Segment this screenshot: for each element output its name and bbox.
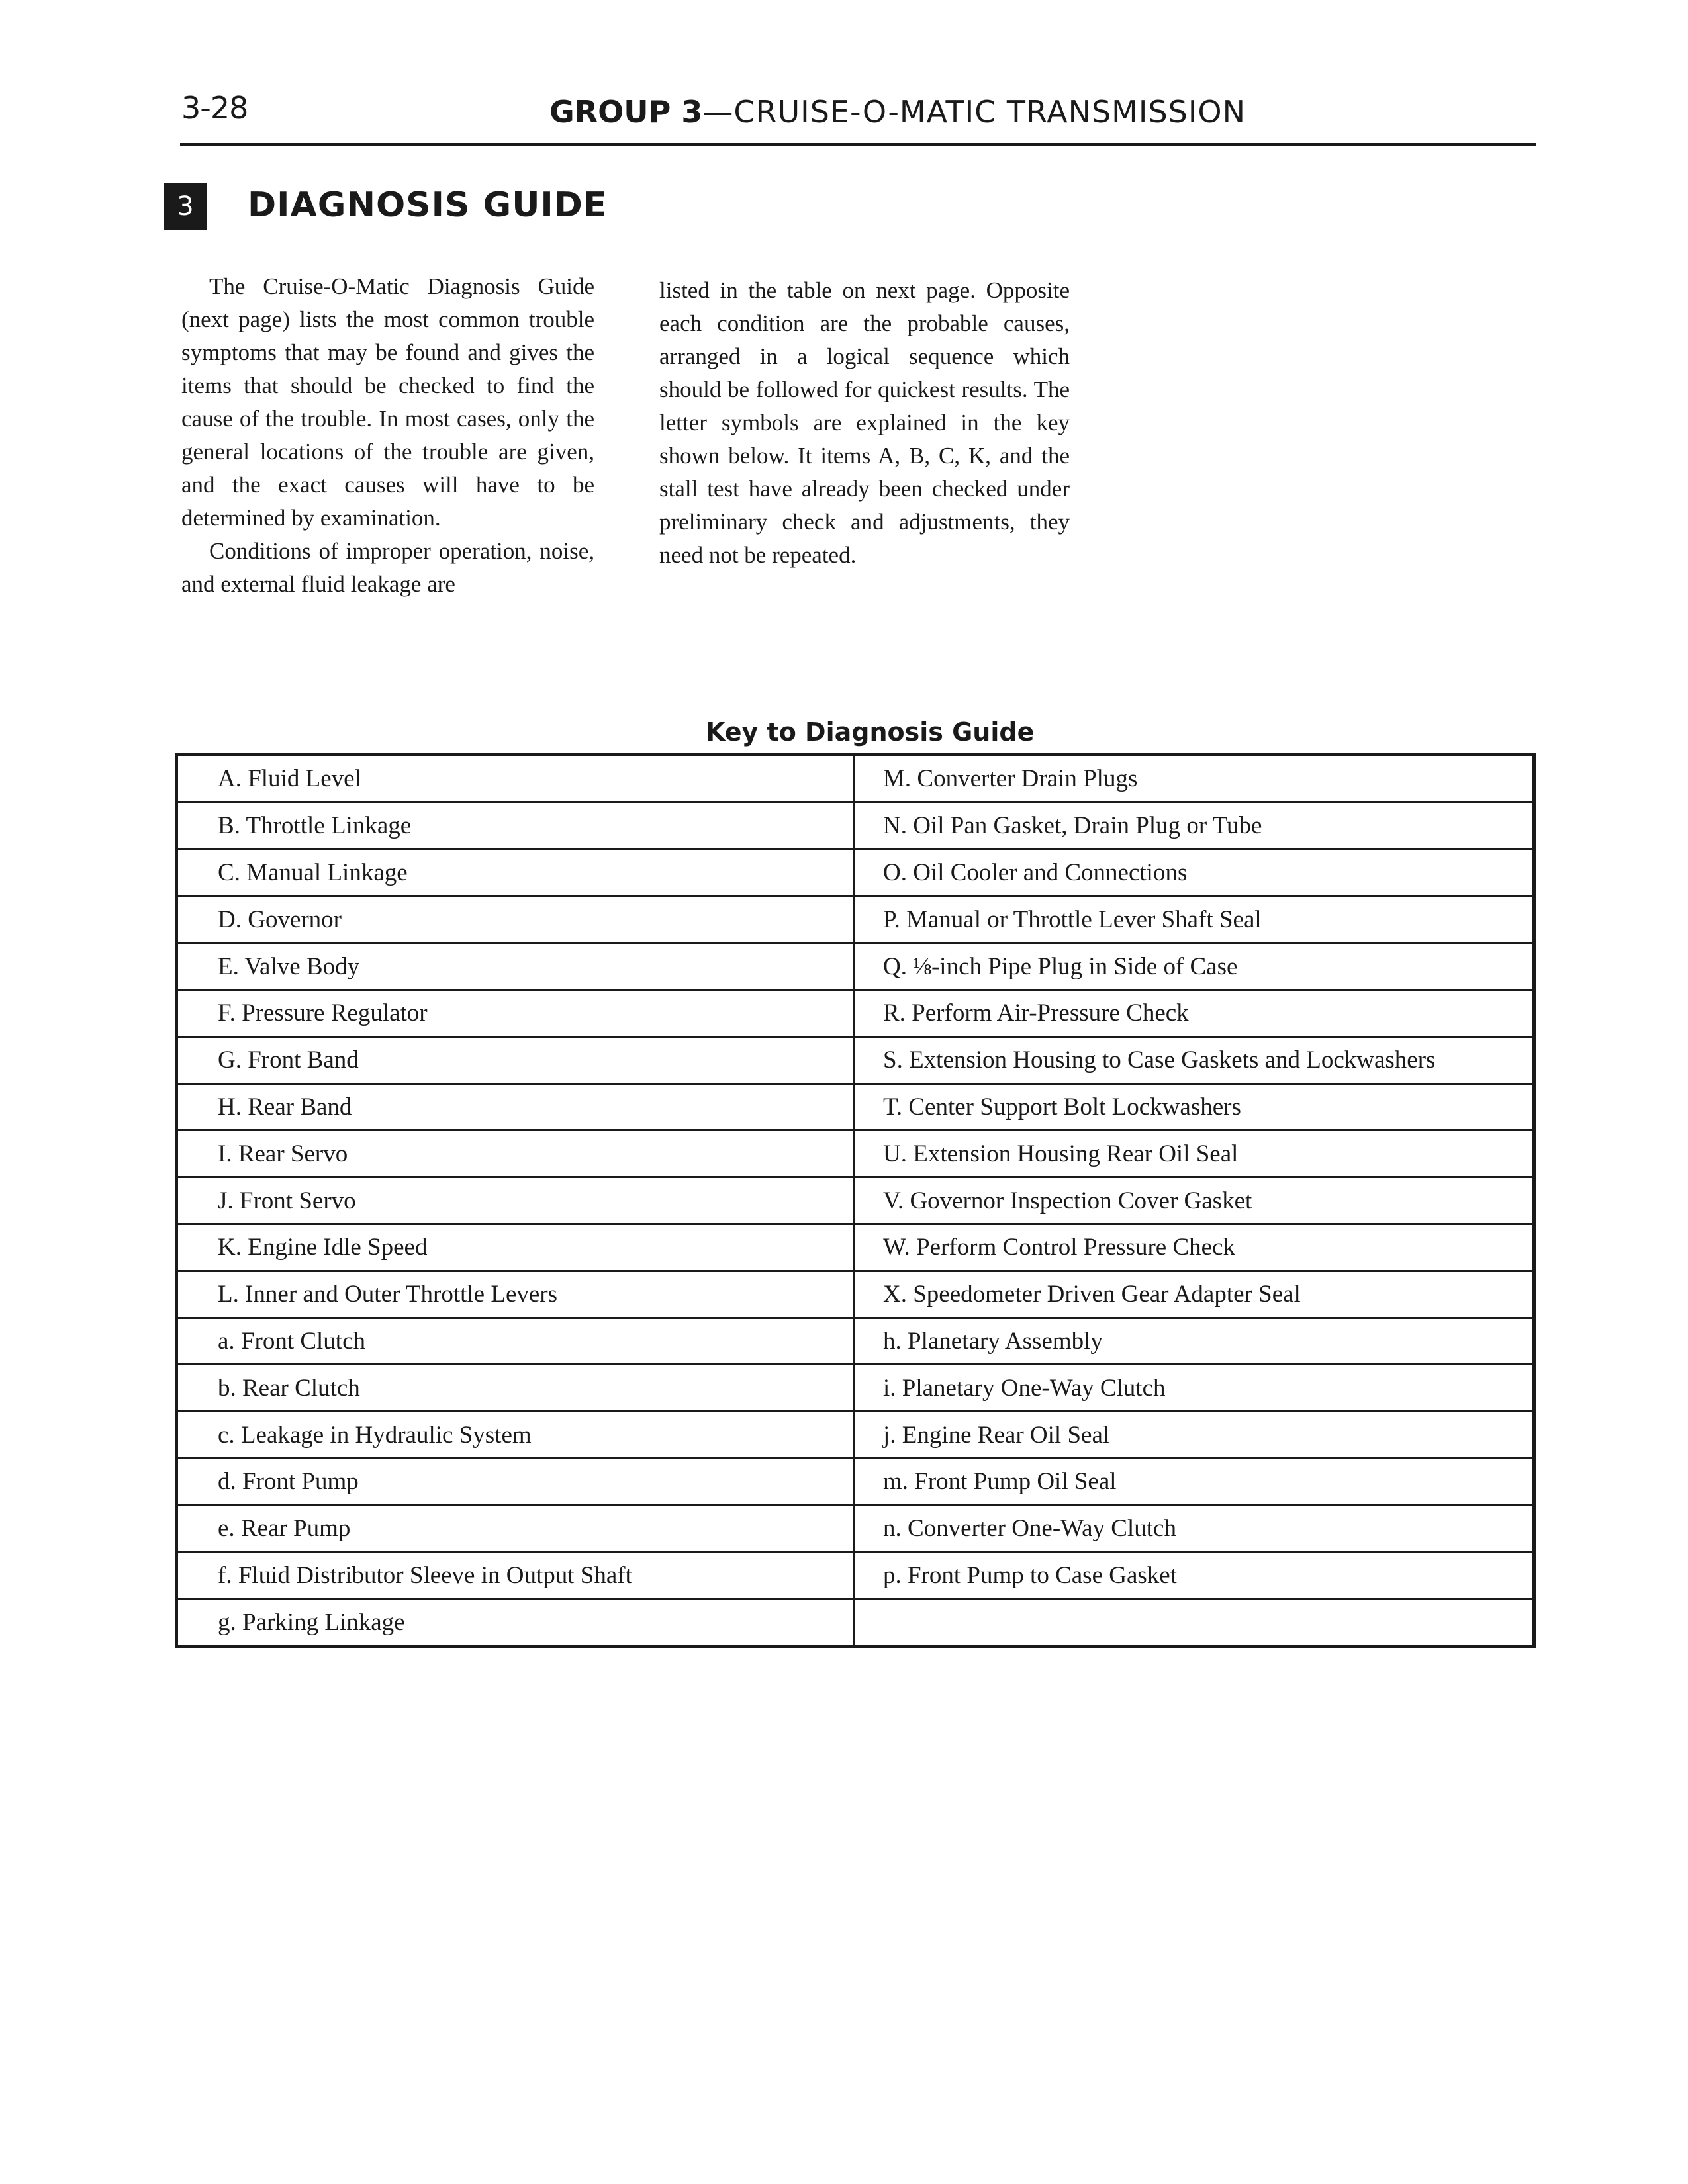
key-row: I. Rear Servo xyxy=(178,1131,853,1178)
key-row: d. Front Pump xyxy=(178,1459,853,1506)
section-title: DIAGNOSIS GUIDE xyxy=(248,185,608,225)
chapter-title: —CRUISE-O-MATIC TRANSMISSION xyxy=(702,94,1246,130)
key-row: e. Rear Pump xyxy=(178,1506,853,1553)
key-row: M. Converter Drain Plugs xyxy=(855,756,1532,803)
key-row: Q. ⅛-inch Pipe Plug in Side of Case xyxy=(855,944,1532,991)
running-title xyxy=(549,94,1246,130)
key-row: m. Front Pump Oil Seal xyxy=(855,1459,1532,1506)
key-column-left xyxy=(178,756,855,1645)
body-column-right xyxy=(659,274,1070,572)
key-row: O. Oil Cooler and Connections xyxy=(855,850,1532,897)
key-row: A. Fluid Level xyxy=(178,756,853,803)
key-row: b. Rear Clutch xyxy=(178,1365,853,1412)
key-row: a. Front Clutch xyxy=(178,1319,853,1366)
key-row: W. Perform Control Pressure Check xyxy=(855,1225,1532,1272)
body-column-left xyxy=(181,270,594,601)
key-row: G. Front Band xyxy=(178,1038,853,1085)
key-row: T. Center Support Bolt Lockwashers xyxy=(855,1085,1532,1132)
page-header xyxy=(180,90,1536,146)
key-row: j. Engine Rear Oil Seal xyxy=(855,1412,1532,1459)
key-row: P. Manual or Throttle Lever Shaft Seal xyxy=(855,897,1532,944)
key-row: g. Parking Linkage xyxy=(218,1608,405,1636)
key-row: V. Governor Inspection Cover Gasket xyxy=(855,1178,1532,1225)
key-row: B. Throttle Linkage xyxy=(178,803,853,850)
key-row: p. Front Pump to Case Gasket xyxy=(855,1553,1532,1600)
key-table xyxy=(175,753,1536,1648)
key-row: h. Planetary Assembly xyxy=(855,1319,1532,1366)
key-row: D. Governor xyxy=(178,897,853,944)
key-row: C. Manual Linkage xyxy=(178,850,853,897)
key-row: E. Valve Body xyxy=(178,944,853,991)
key-row: U. Extension Housing Rear Oil Seal xyxy=(855,1131,1532,1178)
key-row: K. Engine Idle Speed xyxy=(178,1225,853,1272)
page-number: 3-28 xyxy=(181,90,248,126)
key-row-empty xyxy=(855,1600,1532,1645)
group-label: GROUP 3 xyxy=(549,94,703,130)
key-row: L. Inner and Outer Throttle Levers xyxy=(178,1272,853,1319)
key-row: S. Extension Housing to Case Gaskets and Lockwashers xyxy=(855,1038,1532,1085)
key-column-right xyxy=(855,756,1532,1645)
key-row: J. Front Servo xyxy=(178,1178,853,1225)
key-row: R. Perform Air-Pressure Check xyxy=(855,991,1532,1038)
key-row: H. Rear Band xyxy=(178,1085,853,1132)
paragraph: Conditions of improper operation, noise, and external fluid leakage are xyxy=(181,538,594,597)
key-row: f. Fluid Distributor Sleeve in Output Shaft xyxy=(178,1553,853,1600)
key-row: F. Pressure Regulator xyxy=(178,991,853,1038)
key-row: X. Speedometer Driven Gear Adapter Seal xyxy=(855,1272,1532,1319)
paragraph: listed in the table on next page. Opposite each condition are the probable causes, arranged in a logical sequence which should be followed for quickest results. The letter symbols are explained in the key shown below. It items A, B, C, K, and the stall test have already been checked under preliminary check and adjustments, they need not be repeated. xyxy=(659,277,1070,568)
key-row: n. Converter One-Way Clutch xyxy=(855,1506,1532,1553)
key-row: c. Leakage in Hydraulic System xyxy=(178,1412,853,1459)
key-row: N. Oil Pan Gasket, Drain Plug or Tube xyxy=(855,803,1532,850)
key-row: i. Planetary One-Way Clutch xyxy=(855,1365,1532,1412)
paragraph: The Cruise-O-Matic Diagnosis Guide (next page) lists the most common trouble symptoms that may be found and gives the items that should be checked to find the cause of the trouble. In most cases, only the general locations of the trouble are given, and the exact causes will have to be determined by examination. xyxy=(181,273,594,531)
section-number-badge: 3 xyxy=(164,183,207,230)
key-table-caption: Key to Diagnosis Guide xyxy=(706,717,1035,747)
